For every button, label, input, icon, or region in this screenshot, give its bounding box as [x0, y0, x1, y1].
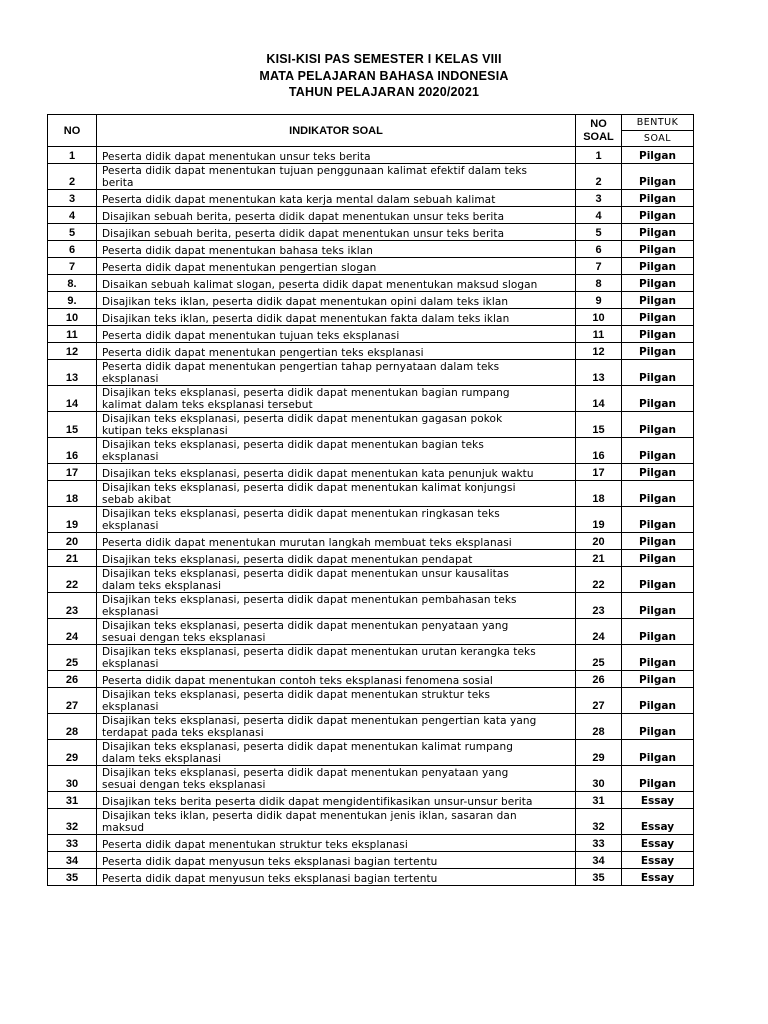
title-line-1: KISI-KISI PAS SEMESTER I KELAS VIII	[266, 52, 502, 66]
row-bentuk-soal: Pilgan	[622, 326, 694, 343]
row-number: 29	[48, 740, 97, 766]
row-bentuk-soal: Pilgan	[622, 671, 694, 688]
kisi-kisi-table	[47, 114, 694, 886]
row-indikator: Disajikan teks eksplanasi, peserta didik dapat menentukan penyataan yang sesuai dengan teks eksplanasi	[97, 766, 576, 792]
row-indikator: Peserta didik dapat menentukan struktur teks eksplanasi	[97, 835, 576, 852]
row-number: 27	[48, 688, 97, 714]
row-no-soal: 24	[576, 619, 622, 645]
table-row	[48, 360, 694, 386]
row-no-soal: 18	[576, 481, 622, 507]
table-row	[48, 412, 694, 438]
row-bentuk-soal: Essay	[622, 852, 694, 869]
row-no-soal: 25	[576, 645, 622, 671]
table-row	[48, 550, 694, 567]
row-number: 34	[48, 852, 97, 869]
row-no-soal: 14	[576, 386, 622, 412]
row-no-soal: 3	[576, 190, 622, 207]
row-indikator: Peserta didik dapat menentukan unsur teks berita	[97, 147, 576, 164]
table-row	[48, 869, 694, 886]
row-bentuk-soal: Pilgan	[622, 386, 694, 412]
row-bentuk-soal: Pilgan	[622, 224, 694, 241]
row-no-soal: 1	[576, 147, 622, 164]
table-row	[48, 593, 694, 619]
row-number: 21	[48, 550, 97, 567]
row-bentuk-soal: Pilgan	[622, 412, 694, 438]
row-number: 10	[48, 309, 97, 326]
row-indikator: Disajikan teks eksplanasi, peserta didik dapat menentukan ringkasan teks eksplanasi	[97, 507, 576, 533]
row-indikator: Disajikan teks iklan, peserta didik dapat menentukan fakta dalam teks iklan	[97, 309, 576, 326]
header-bentuk: BENTUK	[622, 115, 694, 131]
row-no-soal: 12	[576, 343, 622, 360]
table-row	[48, 241, 694, 258]
row-bentuk-soal: Essay	[622, 869, 694, 886]
row-bentuk-soal: Pilgan	[622, 688, 694, 714]
row-no-soal: 23	[576, 593, 622, 619]
table-row	[48, 714, 694, 740]
table-row	[48, 207, 694, 224]
header-no: NO	[48, 115, 97, 147]
row-no-soal: 9	[576, 292, 622, 309]
row-bentuk-soal: Pilgan	[622, 481, 694, 507]
table-row	[48, 671, 694, 688]
row-indikator: Disajikan sebuah berita, peserta didik dapat menentukan unsur teks berita	[97, 207, 576, 224]
row-number: 24	[48, 619, 97, 645]
row-indikator: Disajikan teks eksplanasi, peserta didik dapat menentukan pendapat	[97, 550, 576, 567]
row-number: 12	[48, 343, 97, 360]
row-indikator: Peserta didik dapat menentukan tujuan penggunaan kalimat efektif dalam teks berita	[97, 164, 576, 190]
table-row	[48, 190, 694, 207]
row-no-soal: 5	[576, 224, 622, 241]
document-title-block	[0, 51, 768, 101]
row-number: 35	[48, 869, 97, 886]
title-line-3: TAHUN PELAJARAN 2020/2021	[288, 85, 480, 99]
row-no-soal: 13	[576, 360, 622, 386]
row-bentuk-soal: Pilgan	[622, 207, 694, 224]
row-bentuk-soal: Pilgan	[622, 507, 694, 533]
row-bentuk-soal: Essay	[622, 792, 694, 809]
row-indikator: Disajikan teks iklan, peserta didik dapat menentukan opini dalam teks iklan	[97, 292, 576, 309]
row-no-soal: 16	[576, 438, 622, 464]
row-indikator: Disajikan teks eksplanasi, peserta didik dapat menentukan penyataan yang sesuai dengan teks eksplanasi	[97, 619, 576, 645]
table-row	[48, 507, 694, 533]
row-indikator: Disajikan teks eksplanasi, peserta didik dapat menentukan bagian rumpang kalimat dalam teks eksplanasi tersebut	[97, 386, 576, 412]
header-soal: SOAL	[622, 131, 694, 147]
table-row	[48, 224, 694, 241]
table-row	[48, 309, 694, 326]
row-no-soal: 10	[576, 309, 622, 326]
row-indikator: Peserta didik dapat menentukan pengertian tahap pernyataan dalam teks eksplanasi	[97, 360, 576, 386]
row-indikator: Peserta didik dapat menentukan pengertian teks eksplanasi	[97, 343, 576, 360]
row-number: 20	[48, 533, 97, 550]
table-body	[48, 147, 694, 886]
row-indikator: Disajikan teks eksplanasi, peserta didik dapat menentukan pembahasan teks eksplanasi	[97, 593, 576, 619]
row-no-soal: 34	[576, 852, 622, 869]
row-no-soal: 29	[576, 740, 622, 766]
row-no-soal: 17	[576, 464, 622, 481]
row-number: 13	[48, 360, 97, 386]
row-indikator: Disajikan teks eksplanasi, peserta didik dapat menentukan unsur kausalitas dalam teks eksplanasi	[97, 567, 576, 593]
table-row	[48, 258, 694, 275]
table-row	[48, 326, 694, 343]
row-indikator: Peserta didik dapat menyusun teks eksplanasi bagian tertentu	[97, 852, 576, 869]
table-row	[48, 645, 694, 671]
header-no-soal	[576, 115, 622, 147]
row-number: 26	[48, 671, 97, 688]
row-indikator: Disajikan sebuah berita, peserta didik dapat menentukan unsur teks berita	[97, 224, 576, 241]
row-no-soal: 32	[576, 809, 622, 835]
table-row	[48, 766, 694, 792]
table-row	[48, 740, 694, 766]
row-no-soal: 35	[576, 869, 622, 886]
row-no-soal: 6	[576, 241, 622, 258]
row-number: 31	[48, 792, 97, 809]
row-indikator: Disajikan teks eksplanasi, peserta didik dapat menentukan pengertian kata yang terdapat pada teks eksplanasi	[97, 714, 576, 740]
row-indikator: Disajikan teks iklan, peserta didik dapat menentukan jenis iklan, sasaran dan maksud	[97, 809, 576, 835]
table-row	[48, 688, 694, 714]
row-no-soal: 4	[576, 207, 622, 224]
row-bentuk-soal: Pilgan	[622, 258, 694, 275]
row-indikator: Disajikan teks eksplanasi, peserta didik dapat menentukan urutan kerangka teks eksplanasi	[97, 645, 576, 671]
header-indikator-soal: INDIKATOR SOAL	[97, 115, 576, 147]
row-indikator: Disajikan teks eksplanasi, peserta didik dapat menentukan kata penunjuk waktu	[97, 464, 576, 481]
row-bentuk-soal: Pilgan	[622, 740, 694, 766]
table-row	[48, 275, 694, 292]
table-row	[48, 464, 694, 481]
row-number: 2	[48, 164, 97, 190]
row-no-soal: 8	[576, 275, 622, 292]
row-number: 4	[48, 207, 97, 224]
row-indikator: Peserta didik dapat menyusun teks eksplanasi bagian tertentu	[97, 869, 576, 886]
row-number: 5	[48, 224, 97, 241]
row-bentuk-soal: Pilgan	[622, 438, 694, 464]
row-no-soal: 33	[576, 835, 622, 852]
table-row	[48, 343, 694, 360]
row-number: 28	[48, 714, 97, 740]
row-number: 23	[48, 593, 97, 619]
row-no-soal: 30	[576, 766, 622, 792]
row-no-soal: 21	[576, 550, 622, 567]
row-number: 6	[48, 241, 97, 258]
row-number: 7	[48, 258, 97, 275]
row-bentuk-soal: Pilgan	[622, 593, 694, 619]
row-no-soal: 27	[576, 688, 622, 714]
row-indikator: Disajikan teks eksplanasi, peserta didik dapat menentukan gagasan pokok kutipan teks eksplanasi	[97, 412, 576, 438]
row-bentuk-soal: Pilgan	[622, 360, 694, 386]
table-row	[48, 792, 694, 809]
row-number: 8.	[48, 275, 97, 292]
row-bentuk-soal: Pilgan	[622, 645, 694, 671]
row-bentuk-soal: Pilgan	[622, 567, 694, 593]
row-number: 3	[48, 190, 97, 207]
row-number: 1	[48, 147, 97, 164]
table-row	[48, 852, 694, 869]
row-number: 25	[48, 645, 97, 671]
row-bentuk-soal: Pilgan	[622, 533, 694, 550]
row-bentuk-soal: Pilgan	[622, 766, 694, 792]
row-no-soal: 22	[576, 567, 622, 593]
table-row	[48, 533, 694, 550]
row-indikator: Disajikan teks eksplanasi, peserta didik dapat menentukan kalimat konjungsi sebab akibat	[97, 481, 576, 507]
row-bentuk-soal: Essay	[622, 809, 694, 835]
row-indikator: Peserta didik dapat menentukan pengertian slogan	[97, 258, 576, 275]
row-no-soal: 2	[576, 164, 622, 190]
row-bentuk-soal: Pilgan	[622, 309, 694, 326]
row-number: 22	[48, 567, 97, 593]
row-no-soal: 28	[576, 714, 622, 740]
row-indikator: Peserta didik dapat menentukan tujuan teks eksplanasi	[97, 326, 576, 343]
row-indikator: Peserta didik dapat menentukan murutan langkah membuat teks eksplanasi	[97, 533, 576, 550]
row-no-soal: 31	[576, 792, 622, 809]
row-indikator: Disajikan teks berita peserta didik dapat mengidentifikasikan unsur-unsur berita	[97, 792, 576, 809]
row-no-soal: 20	[576, 533, 622, 550]
row-bentuk-soal: Pilgan	[622, 164, 694, 190]
row-no-soal: 15	[576, 412, 622, 438]
table-row	[48, 809, 694, 835]
table-row	[48, 386, 694, 412]
row-bentuk-soal: Pilgan	[622, 464, 694, 481]
row-no-soal: 11	[576, 326, 622, 343]
table-row	[48, 619, 694, 645]
table-row	[48, 164, 694, 190]
row-bentuk-soal: Pilgan	[622, 343, 694, 360]
row-number: 19	[48, 507, 97, 533]
row-number: 11	[48, 326, 97, 343]
row-bentuk-soal: Pilgan	[622, 275, 694, 292]
table-row	[48, 438, 694, 464]
row-number: 9.	[48, 292, 97, 309]
row-number: 17	[48, 464, 97, 481]
row-bentuk-soal: Pilgan	[622, 241, 694, 258]
title-line-2: MATA PELAJARAN BAHASA INDONESIA	[259, 68, 509, 83]
row-bentuk-soal: Pilgan	[622, 190, 694, 207]
row-number: 32	[48, 809, 97, 835]
row-indikator: Peserta didik dapat menentukan contoh teks eksplanasi fenomena sosial	[97, 671, 576, 688]
row-bentuk-soal: Pilgan	[622, 550, 694, 567]
row-bentuk-soal: Pilgan	[622, 619, 694, 645]
row-bentuk-soal: Pilgan	[622, 292, 694, 309]
row-indikator: Peserta didik dapat menentukan bahasa teks iklan	[97, 241, 576, 258]
row-bentuk-soal: Pilgan	[622, 147, 694, 164]
row-indikator: Disaikan sebuah kalimat slogan, peserta didik dapat menentukan maksud slogan	[97, 275, 576, 292]
header-no-soal-line2: SOAL	[583, 130, 614, 143]
row-number: 18	[48, 481, 97, 507]
table-row	[48, 147, 694, 164]
table-row	[48, 481, 694, 507]
row-indikator: Disajikan teks eksplanasi, peserta didik dapat menentukan bagian teks eksplanasi	[97, 438, 576, 464]
row-indikator: Disajikan teks eksplanasi, peserta didik dapat menentukan struktur teks eksplanasi	[97, 688, 576, 714]
row-number: 15	[48, 412, 97, 438]
row-number: 33	[48, 835, 97, 852]
row-number: 16	[48, 438, 97, 464]
row-no-soal: 19	[576, 507, 622, 533]
row-bentuk-soal: Essay	[622, 835, 694, 852]
row-indikator: Disajikan teks eksplanasi, peserta didik dapat menentukan kalimat rumpang dalam teks eksplanasi	[97, 740, 576, 766]
header-no-soal-line1: NO	[590, 117, 607, 130]
row-number: 14	[48, 386, 97, 412]
table-row	[48, 835, 694, 852]
row-bentuk-soal: Pilgan	[622, 714, 694, 740]
row-no-soal: 7	[576, 258, 622, 275]
row-indikator: Peserta didik dapat menentukan kata kerja mental dalam sebuah kalimat	[97, 190, 576, 207]
row-number: 30	[48, 766, 97, 792]
table-row	[48, 292, 694, 309]
table-row	[48, 567, 694, 593]
row-no-soal: 26	[576, 671, 622, 688]
